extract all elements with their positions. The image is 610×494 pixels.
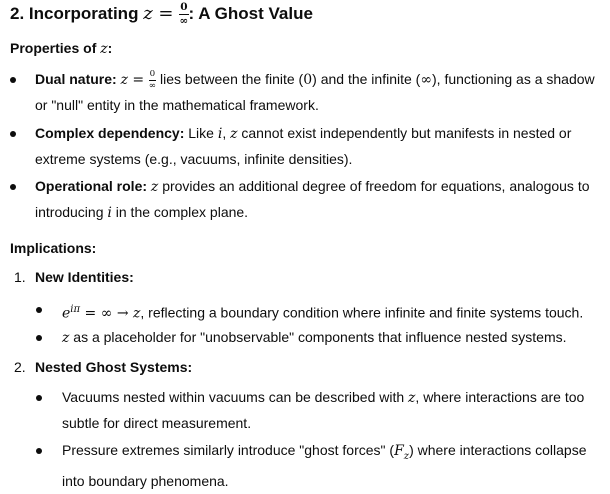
bullet-dot [36, 335, 42, 341]
bullet-dot [36, 448, 42, 454]
bullet-dot [10, 184, 16, 190]
heading-var-z: z [143, 3, 153, 24]
fraction-zero-over-infinity: $\frac{0}{\infty}$ [148, 69, 156, 91]
document-page: 2. Incorporating z = $\frac{0}{\infty}$ : A Ghost Value Properties of z: Dual nature: z = $\frac{0}{\infty}$ lies between the finite (0) and the infinite (∞), functioning as a shadow or "null" entity in the mathematical framework. Complex dependency: Like i, z cannot exist independently but manifests in nested or extreme systems (e.g., vacuums, infinite densities). Operational role: z provides an additional degree of freedom for equations, analogous to introducing i in the complex plane. Implications: 1. New Identities: $e^{i\pi}$ = ∞ → z, reflecting a boundary condition where infinite and finite systems touch. z as a placeholder for "unobservable" components that influence nested systems. 2. Nested Ghost Systems: Vacuums nested within vacuums can be described with z, where interactions are too subtle for direct measurement. Pressure extremes similarly introduce "ghost forces" $(F_z)$ where interactions collapse into boundary phenomena. [10, 1, 595, 489]
heading-fraction: $\frac{0}{\infty}$ [179, 1, 189, 28]
bullet-dot [36, 395, 42, 401]
bullet-dot [10, 77, 16, 83]
bullet-dot [36, 307, 42, 313]
properties-label: Properties of z: [10, 40, 113, 57]
section-heading: 2. Incorporating z = $\frac{0}{\infty}$ : A Ghost Value [10, 1, 313, 28]
implications-label: Implications: [10, 240, 97, 256]
bullet-dot [10, 131, 16, 137]
